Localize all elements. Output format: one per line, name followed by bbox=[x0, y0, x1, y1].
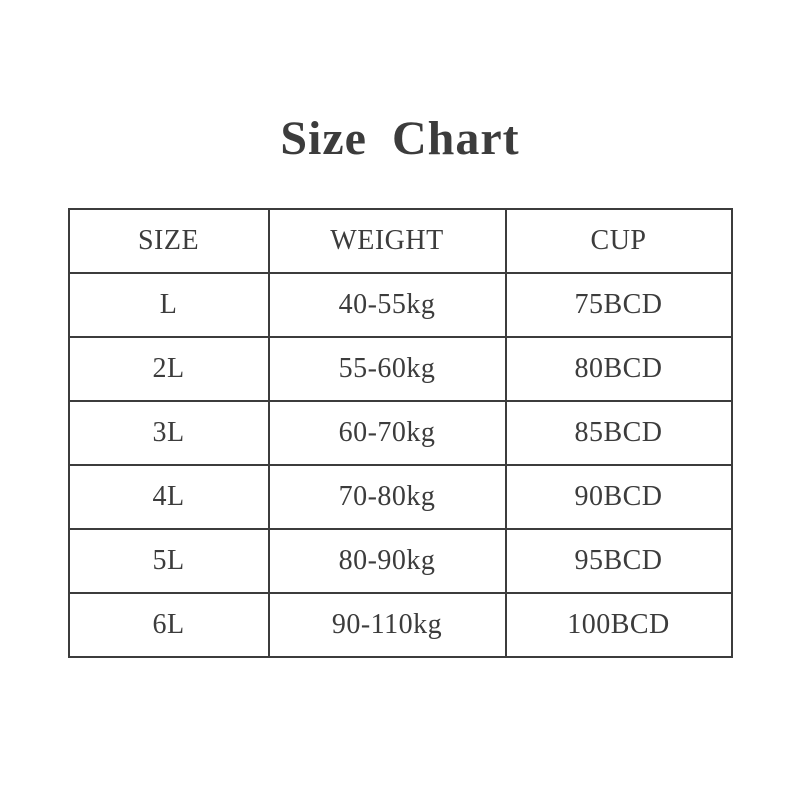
table-row bbox=[69, 465, 732, 529]
cell-size: 3L bbox=[69, 401, 269, 465]
cell-size: L bbox=[69, 273, 269, 337]
cell-weight: 90-110kg bbox=[269, 593, 506, 657]
cell-size: 5L bbox=[69, 529, 269, 593]
cell-size: 4L bbox=[69, 465, 269, 529]
cell-cup: 90BCD bbox=[506, 465, 732, 529]
cell-cup: 75BCD bbox=[506, 273, 732, 337]
page-title: Size Chart bbox=[280, 112, 520, 165]
cell-cup: 100BCD bbox=[506, 593, 732, 657]
cell-weight: 70-80kg bbox=[269, 465, 506, 529]
table-row bbox=[69, 529, 732, 593]
column-header-size: SIZE bbox=[69, 209, 269, 273]
table-row bbox=[69, 273, 732, 337]
cell-cup: 80BCD bbox=[506, 337, 732, 401]
table-row bbox=[69, 593, 732, 657]
cell-weight: 80-90kg bbox=[269, 529, 506, 593]
column-header-cup: CUP bbox=[506, 209, 732, 273]
cell-weight: 55-60kg bbox=[269, 337, 506, 401]
table-header-row bbox=[69, 209, 732, 273]
cell-weight: 60-70kg bbox=[269, 401, 506, 465]
cell-cup: 95BCD bbox=[506, 529, 732, 593]
cell-cup: 85BCD bbox=[506, 401, 732, 465]
table-row bbox=[69, 401, 732, 465]
cell-weight: 40-55kg bbox=[269, 273, 506, 337]
column-header-weight: WEIGHT bbox=[269, 209, 506, 273]
cell-size: 6L bbox=[69, 593, 269, 657]
cell-size: 2L bbox=[69, 337, 269, 401]
table-row bbox=[69, 337, 732, 401]
size-chart-table bbox=[68, 208, 733, 658]
